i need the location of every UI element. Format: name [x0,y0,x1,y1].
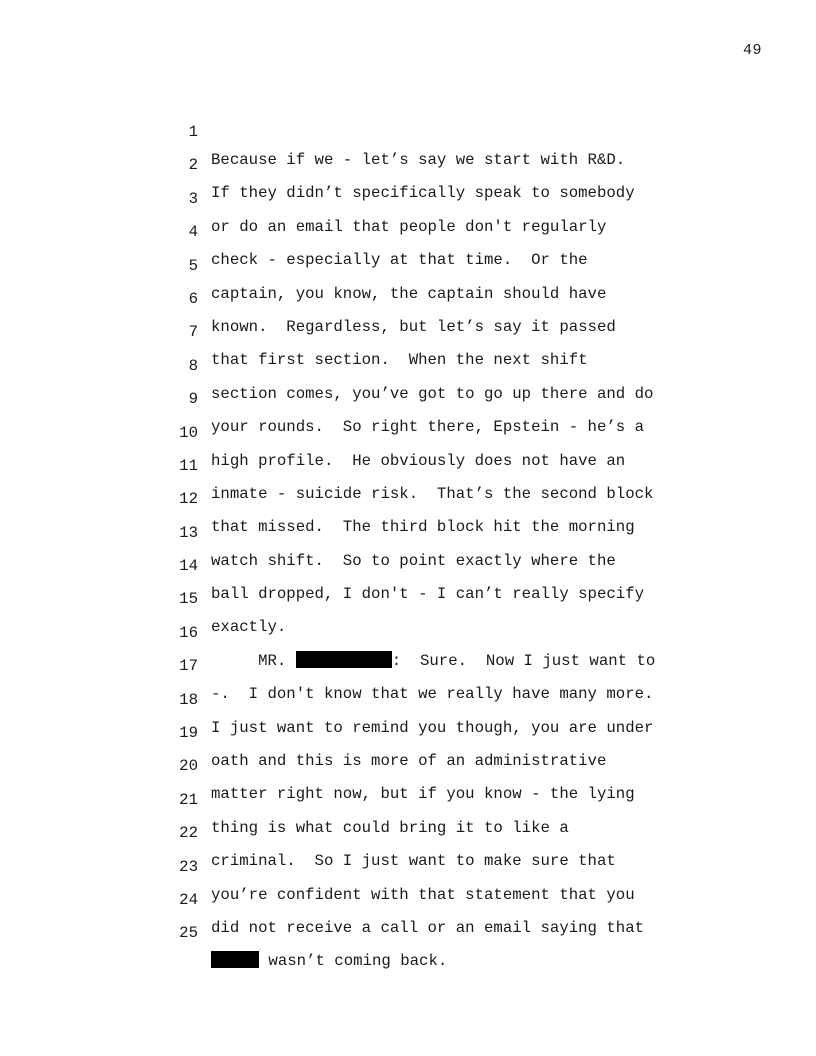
line-number: 13 [179,523,198,542]
line-remainder: wasn’t coming back. [259,952,448,971]
line-text: exactly. [211,618,287,637]
line-text: captain, you know, the captain should have [211,284,607,303]
line-number: 16 [179,623,198,642]
line-number: 8 [188,356,198,375]
line-number: 18 [179,690,198,709]
line-text: watch shift. So to point exactly where the [211,551,616,570]
line-number: 4 [188,223,198,242]
line-number: 2 [188,156,198,175]
line-number: 14 [179,557,198,576]
line-number: 3 [188,189,198,208]
line-text: section comes, you’ve got to go up there and do [211,384,654,403]
line-number: 15 [179,590,198,609]
line-number: 24 [179,890,198,909]
line-text: or do an email that people don't regularly [211,217,607,236]
line-number: 7 [188,323,198,342]
line-text: that missed. The third block hit the morning [211,518,635,537]
line-number: 1 [188,123,198,141]
line-number: 20 [179,757,198,776]
line-number: 23 [179,857,198,876]
line-number: 5 [188,256,198,275]
line-text: did not receive a call or an email saying that [211,918,645,937]
line-number: 10 [179,423,198,442]
line-text: your rounds. So right there, Epstein - he’s a [211,418,645,437]
line-number: 12 [179,490,198,509]
speaker-remark: : Sure. Now I just want to [391,651,656,670]
line-number: 11 [179,456,198,475]
line-text: ball dropped, I don't - I can’t really specify [211,585,645,604]
line-number: 25 [179,924,198,943]
line-text: high profile. He obviously does not have an [211,451,626,470]
line-text: inmate - suicide risk. That’s the second block [211,484,654,503]
line-number: 9 [188,390,198,409]
line-text: thing is what could bring it to like a [211,818,569,837]
line-text: you’re confident with that statement that you [211,885,635,904]
line-text: oath and this is more of an administrative [211,752,607,771]
line-text: known. Regardless, but let’s say it passed [211,317,616,336]
line-text: If they didn’t specifically speak to somebody [211,184,635,203]
transcript-body [170,90,690,971]
line-text: matter right now, but if you know - the lying [211,785,635,804]
page-number: 49 [742,42,762,59]
line-number: 21 [179,790,198,809]
line-text: check - especially at that time. Or the [211,251,588,270]
line-text [211,947,447,975]
line-number: 22 [179,824,198,843]
line-number: 19 [179,724,198,743]
redaction-bar [211,951,259,968]
line-text: Because if we - let’s say we start with R&D. [211,151,626,169]
line-number: 6 [188,289,198,308]
line-text: that first section. When the next shift [211,351,588,370]
speaker-prefix: MR. [211,651,296,670]
line-text: criminal. So I just want to make sure that [211,852,616,871]
line-number: 17 [179,657,198,676]
transcript-line [170,90,690,169]
line-text: -. I don't know that we really have many more. [211,685,654,704]
line-text: I just want to remind you though, you are under [211,718,654,737]
